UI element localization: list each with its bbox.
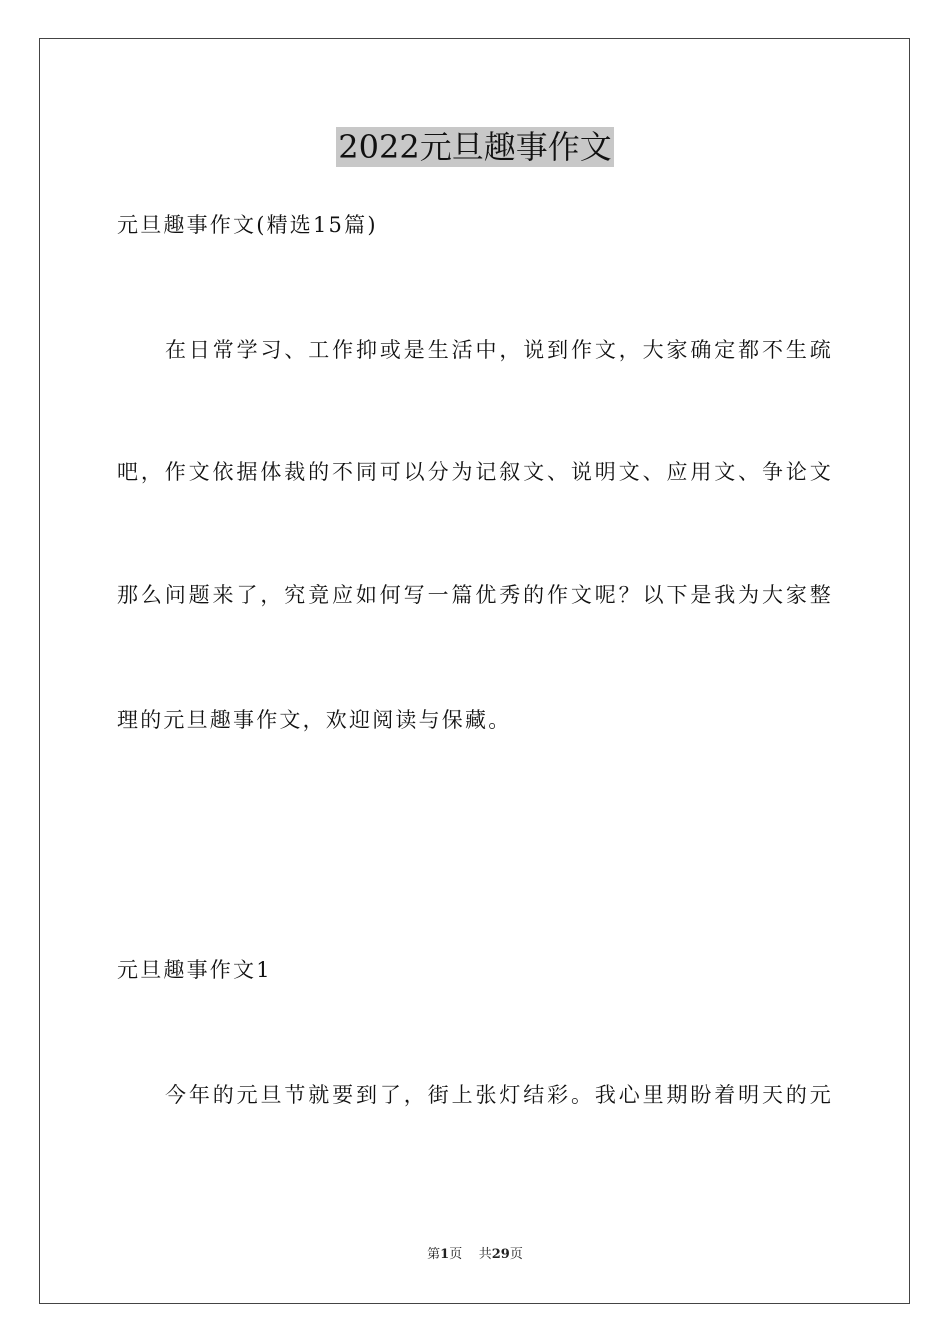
- intro-line-1: 在日常学习、工作抑或是生活中，说到作文，大家确定都不生疏: [165, 338, 833, 362]
- section-heading: 元旦趣事作文1: [117, 958, 272, 982]
- document-subtitle: 元旦趣事作文(精选15篇): [117, 213, 378, 237]
- intro-line-2: 吧，作文依据体裁的不同可以分为记叙文、说明文、应用文、争论文: [117, 460, 833, 484]
- footer-total-pages: 29: [491, 1247, 510, 1262]
- document-title: 2022元旦趣事作文: [338, 128, 612, 166]
- section-line-1: 今年的元旦节就要到了，街上张灯结彩。我心里期盼着明天的元: [165, 1083, 833, 1107]
- footer-total-suffix: 页: [509, 1247, 523, 1262]
- intro-line-3: 那么问题来了，究竟应如何写一篇优秀的作文呢？以下是我为大家整: [117, 583, 833, 607]
- footer-page-prefix: 第: [427, 1247, 441, 1262]
- page-footer: [0, 1246, 950, 1264]
- footer-page-suffix: 页: [449, 1247, 463, 1262]
- title-wrap: [0, 127, 950, 167]
- intro-line-4: 理的元旦趣事作文，欢迎阅读与保藏。: [117, 708, 512, 732]
- footer-total-prefix: 共: [478, 1247, 492, 1262]
- footer-page-number: 1: [440, 1247, 450, 1262]
